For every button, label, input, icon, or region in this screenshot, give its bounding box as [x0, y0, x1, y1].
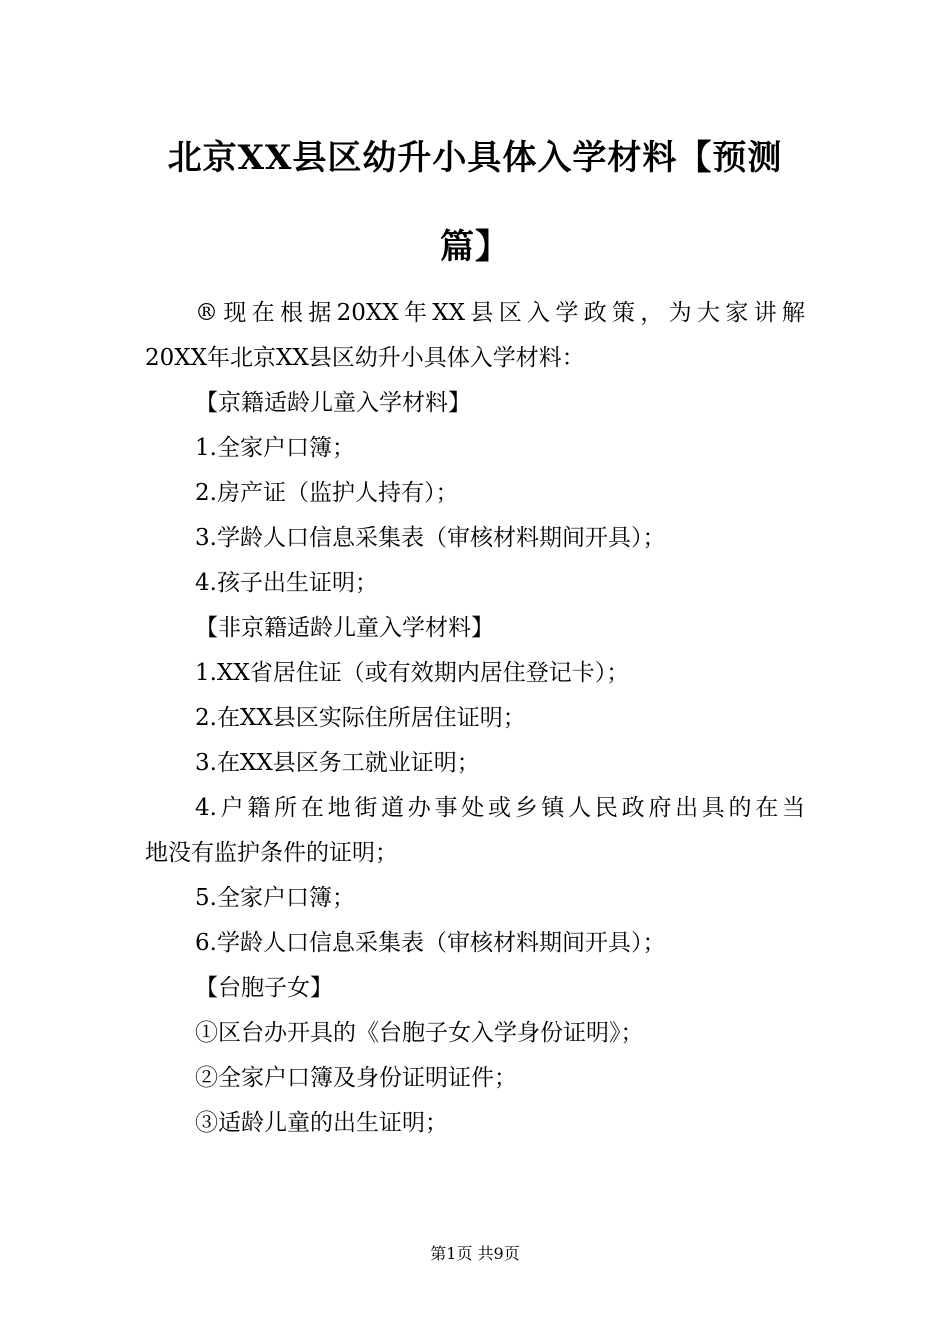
list-item-continuation: 地没有监护条件的证明；	[145, 840, 398, 866]
page-number-footer: 第1页 共9页	[430, 1244, 520, 1263]
list-item: 2.在XX县区实际住所居住证明；	[195, 705, 526, 731]
section-heading-taiwan-compatriots: 【台胞子女】	[195, 975, 333, 1001]
list-item: ①区台办开具的《台胞子女入学身份证明》；	[195, 1020, 644, 1046]
list-item: 4.户籍所在地街道办事处或乡镇人民政府出具的在当	[195, 795, 805, 821]
list-item: 5.全家户口簿；	[195, 885, 355, 911]
list-item: 1.全家户口簿；	[195, 435, 355, 461]
section-heading-beijing-hukou: 【京籍适龄儿童入学材料】	[195, 390, 471, 416]
list-item: ②全家户口簿及身份证明证件；	[195, 1065, 517, 1091]
list-item: 3.在XX县区务工就业证明；	[195, 750, 480, 776]
list-item: ③适龄儿童的出生证明；	[195, 1110, 448, 1136]
list-item: 6.学龄人口信息采集表（审核材料期间开具）；	[195, 930, 666, 956]
list-item: 4.孩子出生证明；	[195, 570, 378, 596]
intro-paragraph-line-2: 20XX年北京XX县区幼升小具体入学材料：	[145, 345, 585, 371]
document-title-line-1: 北京XX县区幼升小具体入学材料【预测	[167, 138, 783, 178]
intro-paragraph-line-1: ®现在根据20XX年XX县区入学政策，为大家讲解	[195, 300, 805, 326]
list-item: 2.房产证（监护人持有）；	[195, 480, 459, 506]
section-heading-non-beijing-hukou: 【非京籍适龄儿童入学材料】	[195, 615, 494, 641]
list-item: 3.学龄人口信息采集表（审核材料期间开具）；	[195, 525, 666, 551]
list-item: 1.XX省居住证（或有效期内居住登记卡）；	[195, 660, 630, 686]
document-title-line-2: 篇】	[440, 227, 510, 267]
